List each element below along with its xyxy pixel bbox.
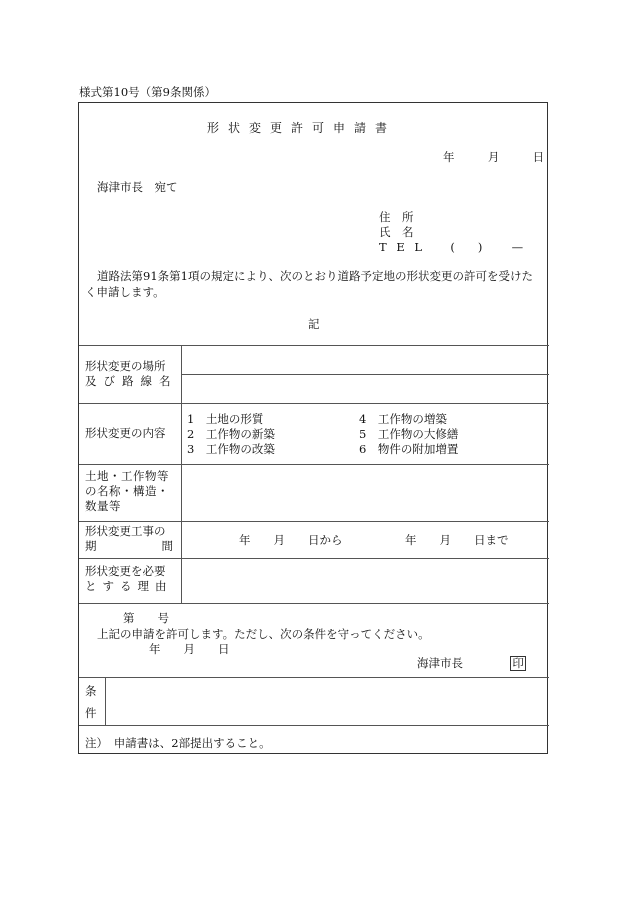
- location-label-line1: 形状変更の場所: [85, 359, 166, 373]
- content-option-6[interactable]: 6 物件の附加増置: [359, 442, 459, 456]
- permit-issuer: [417, 655, 526, 671]
- ki-mark: 記: [308, 317, 320, 331]
- divider: [79, 725, 549, 726]
- date-day: 日: [532, 150, 545, 164]
- tel-label: T E L: [379, 240, 426, 254]
- content-label: 形状変更の内容: [85, 426, 166, 440]
- reason-label-line1: 形状変更を必要: [85, 564, 166, 578]
- content-option-3[interactable]: 3 工作物の改築: [187, 442, 275, 456]
- location-label: [85, 359, 181, 389]
- permit-date: 年 月 日: [149, 642, 230, 656]
- date-line: [443, 149, 544, 165]
- period-label-line1: 形状変更工事の: [85, 524, 166, 538]
- object-label: 土地・工作物等の名称・構造・数量等: [85, 469, 169, 513]
- addressee: 海津市長 宛て: [97, 180, 178, 194]
- conditions-label-2: 件: [85, 706, 97, 720]
- period-to[interactable]: 年 月 日まで: [405, 533, 509, 547]
- reason-label: [85, 564, 181, 594]
- applicant-address-label: 住 所: [379, 210, 414, 224]
- location-input-1[interactable]: [183, 346, 547, 373]
- form-title: 形状変更許可申請書: [207, 121, 397, 135]
- content-option-5[interactable]: 5 工作物の大修繕: [359, 427, 459, 441]
- submission-note: 注） 申請書は、2部提出すること。: [85, 736, 271, 750]
- content-option-1[interactable]: 1 土地の形質: [187, 412, 264, 426]
- divider: [79, 521, 549, 522]
- object-input[interactable]: [183, 465, 547, 520]
- conditions-label-1: 条: [85, 684, 97, 698]
- issuer-name: 海津市長: [417, 656, 463, 670]
- seal-mark: 印: [512, 656, 524, 670]
- column-divider: [105, 677, 106, 725]
- reason-label-line2: とする理由: [85, 579, 173, 593]
- period-from[interactable]: 年 月 日から: [239, 533, 343, 547]
- location-input-2[interactable]: [183, 375, 547, 402]
- conditions-input[interactable]: [107, 678, 547, 724]
- period-label: [85, 524, 181, 554]
- period-label-char: 間: [161, 539, 173, 553]
- divider: [79, 603, 549, 604]
- location-label-line2: 及び路線名: [85, 374, 178, 388]
- application-form: [78, 102, 548, 754]
- applicant-name-label: 氏 名: [379, 225, 414, 239]
- applicant-tel: [379, 239, 523, 255]
- date-year: 年: [443, 150, 455, 164]
- divider: [79, 403, 549, 404]
- content-option-2[interactable]: 2 工作物の新築: [187, 427, 275, 441]
- period-label-char: 期: [85, 539, 97, 553]
- permit-text: 上記の申請を許可します。ただし、次の条件を守ってください。: [97, 627, 430, 641]
- form-number: 様式第10号（第9条関係）: [79, 85, 216, 99]
- column-divider: [181, 345, 182, 603]
- tel-paren: ( ): [450, 240, 483, 254]
- application-statement: 道路法第91条第1項の規定により、次のとおり道路予定地の形状変更の許可を受けたく申請します。: [85, 269, 533, 299]
- content-option-4[interactable]: 4 工作物の増築: [359, 412, 447, 426]
- reason-input[interactable]: [183, 559, 547, 602]
- tel-dash: —: [511, 240, 524, 254]
- date-month: 月: [487, 150, 500, 164]
- permit-number: 第 号: [123, 611, 169, 625]
- period-label-line2: [85, 539, 173, 554]
